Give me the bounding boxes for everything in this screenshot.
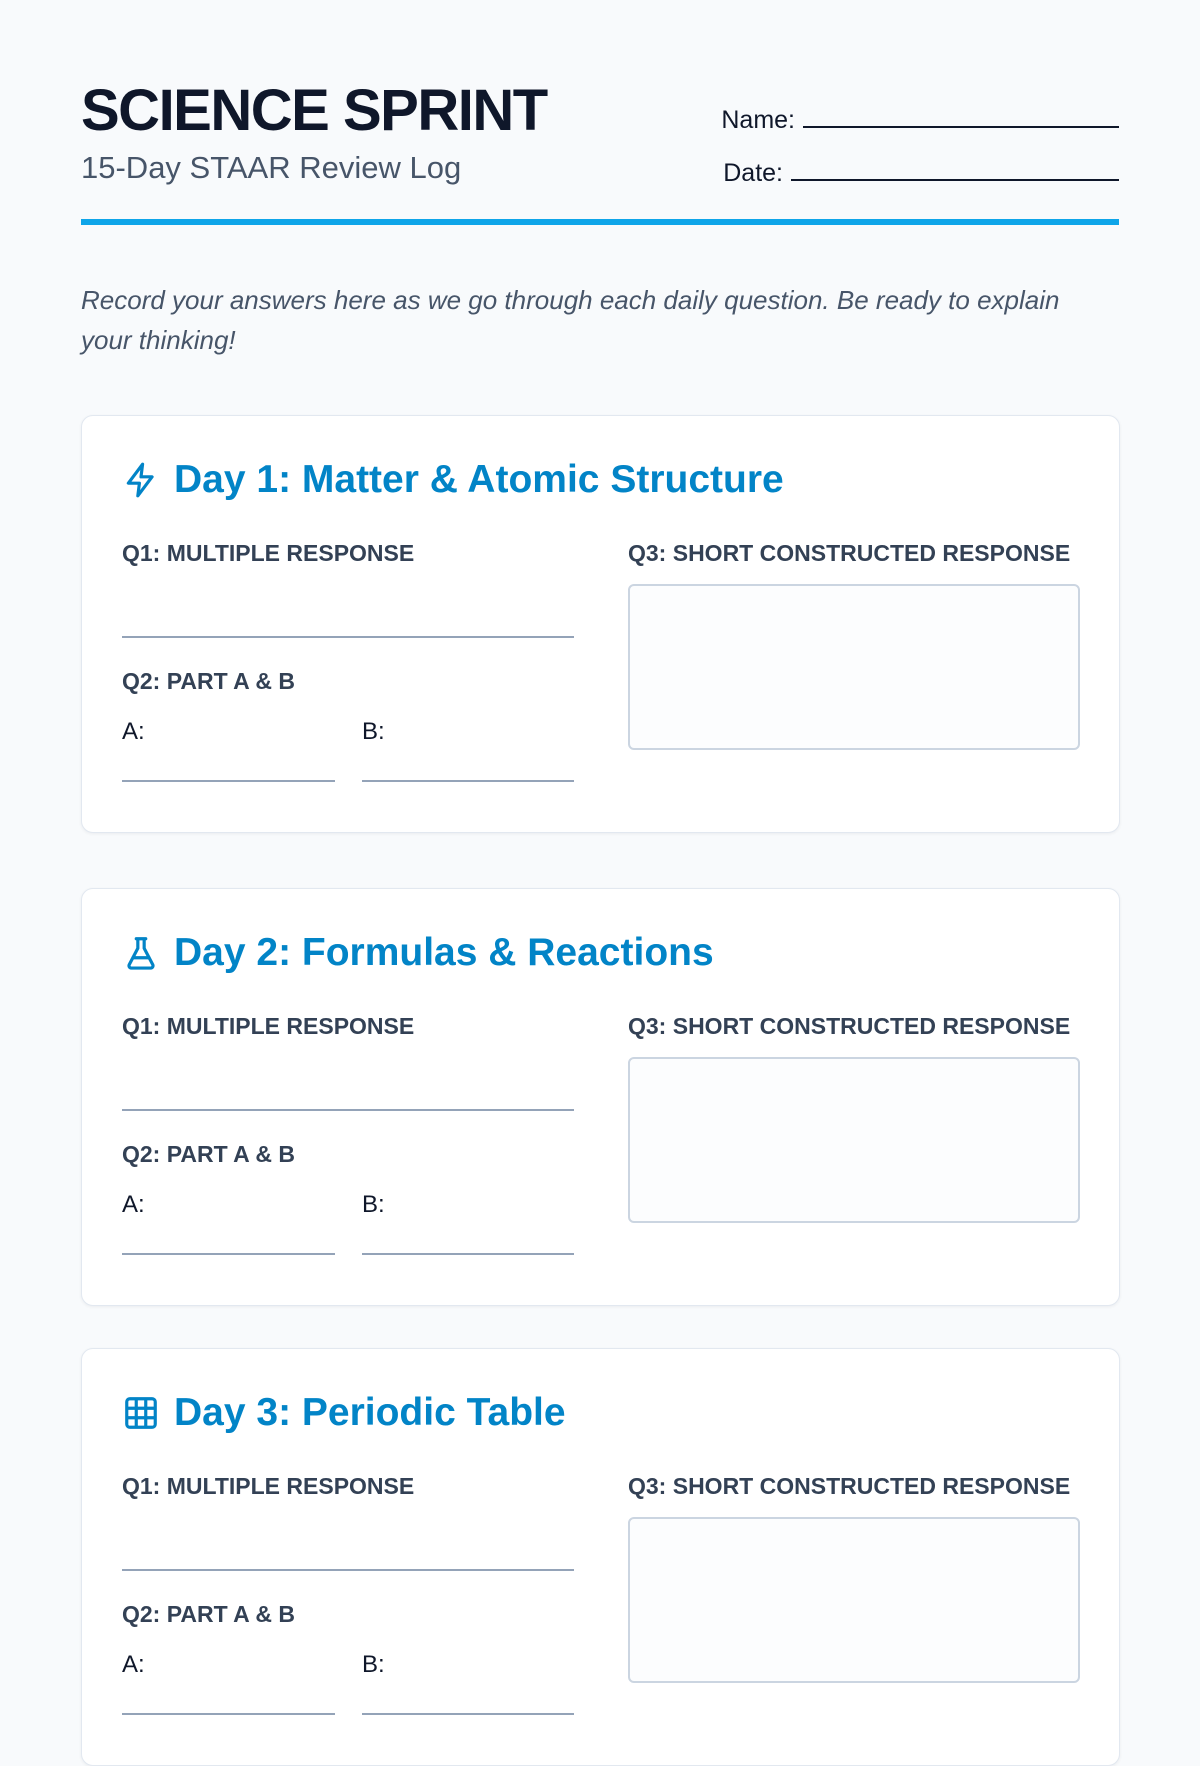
day-title: Day 3: Periodic Table	[174, 1391, 566, 1434]
part-b-answer-line[interactable]	[362, 1713, 574, 1715]
q3-label: Q3: SHORT CONSTRUCTED RESPONSE	[628, 1473, 1071, 1499]
part-a-label: A:	[122, 1191, 145, 1218]
q1-label: Q1: MULTIPLE RESPONSE	[122, 1013, 415, 1039]
day-card	[81, 1348, 1120, 1766]
part-b-label: B:	[362, 718, 385, 745]
q3-response-box[interactable]	[628, 1057, 1080, 1223]
date-field[interactable]	[723, 161, 1119, 186]
part-a-answer-line[interactable]	[122, 1713, 335, 1715]
name-label: Name:	[721, 106, 795, 134]
name-field[interactable]	[721, 108, 1119, 133]
date-label: Date:	[723, 159, 783, 187]
day-card	[81, 415, 1120, 833]
day-card	[81, 888, 1120, 1306]
part-b-answer-line[interactable]	[362, 1253, 574, 1255]
q3-label: Q3: SHORT CONSTRUCTED RESPONSE	[628, 540, 1071, 566]
page-title: SCIENCE SPRINT	[81, 78, 547, 143]
part-b-answer-line[interactable]	[362, 780, 574, 782]
header-divider	[81, 219, 1119, 225]
card-title	[122, 460, 784, 499]
grid-icon	[122, 1394, 160, 1432]
page-subtitle: 15-Day STAAR Review Log	[81, 150, 462, 185]
name-line[interactable]	[803, 110, 1119, 128]
part-a-label: A:	[122, 718, 145, 745]
q1-label: Q1: MULTIPLE RESPONSE	[122, 540, 415, 566]
q2-label: Q2: PART A & B	[122, 1141, 295, 1167]
q1-answer-line[interactable]	[122, 1109, 574, 1111]
part-a-answer-line[interactable]	[122, 780, 335, 782]
part-b-label: B:	[362, 1191, 385, 1218]
part-a-label: A:	[122, 1651, 145, 1678]
day-title: Day 2: Formulas & Reactions	[174, 931, 714, 974]
q3-label: Q3: SHORT CONSTRUCTED RESPONSE	[628, 1013, 1071, 1039]
part-a-answer-line[interactable]	[122, 1253, 335, 1255]
flask-icon	[122, 934, 160, 972]
q2-label: Q2: PART A & B	[122, 1601, 295, 1627]
lightning-icon	[122, 461, 160, 499]
date-line[interactable]	[791, 163, 1119, 181]
q1-answer-line[interactable]	[122, 1569, 574, 1571]
q3-response-box[interactable]	[628, 1517, 1080, 1683]
q2-label: Q2: PART A & B	[122, 668, 295, 694]
part-b-label: B:	[362, 1651, 385, 1678]
intro-text: Record your answers here as we go through each daily question. Be ready to explain your thinking!	[81, 285, 1060, 355]
card-title	[122, 933, 714, 972]
q3-response-box[interactable]	[628, 584, 1080, 750]
page-header	[81, 0, 1119, 228]
day-title: Day 1: Matter & Atomic Structure	[174, 458, 784, 501]
q1-label: Q1: MULTIPLE RESPONSE	[122, 1473, 415, 1499]
q1-answer-line[interactable]	[122, 636, 574, 638]
card-title	[122, 1393, 566, 1432]
